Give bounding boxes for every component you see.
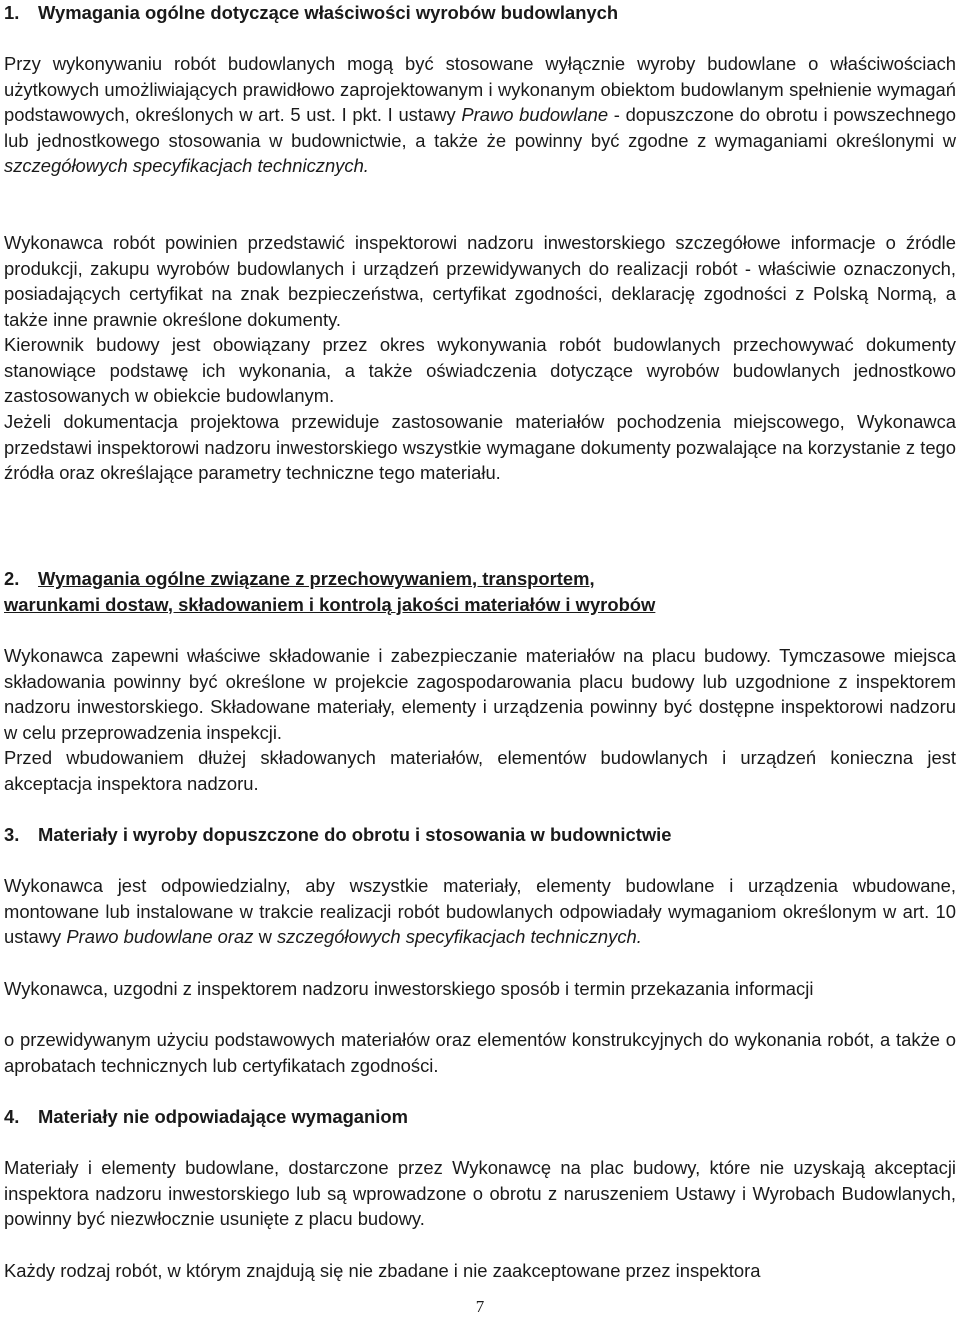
section-2-number: 2. bbox=[4, 568, 20, 589]
section-1-heading bbox=[4, 0, 956, 26]
section-3-p1-law-name: Prawo budowlane oraz bbox=[66, 926, 254, 948]
section-3-heading bbox=[4, 822, 956, 848]
section-1-p1-law-name: Prawo budowlane bbox=[461, 104, 609, 126]
section-3-p1-text-cont: w bbox=[253, 926, 277, 948]
section-2-paragraph-1: Wykonawca zapewni właściwe składowanie i zabezpieczanie materiałów na placu budowy. Tymczasowe miejsca składowania powinny być określone w projekcie zagospodarowania placu budowy lub uzgodnione z inspektorem nadzoru inwestorskiego. Składowane materiały, elementy i urządzenia powinny być dostępne inspektorowi nadzoru w celu przeprowadzenia inspekcji. bbox=[4, 645, 956, 743]
section-2-title-line-1: Wymagania ogólne związane z przechowywaniem, transportem, bbox=[38, 568, 595, 589]
section-4-heading bbox=[4, 1104, 956, 1130]
page-number: 7 bbox=[475, 1297, 485, 1316]
section-3-p1-text: Wykonawca jest odpowiedzialny, aby wszystkie materiały, elementy budowlane i urządzenia wbudowane, montowane lub instalowane w trakcie realizacji robót budowlanych odpowiadały wymaganiom określonym w art. 10 ustawy bbox=[4, 875, 956, 948]
section-3-paragraph-1 bbox=[4, 873, 956, 950]
section-4-paragraph-2: Każdy rodzaj robót, w którym znajdują się nie zbadane i nie zaakceptowane przez inspektora bbox=[4, 1260, 761, 1281]
section-3-paragraph-2-line-2: o przewidywanym użyciu podstawowych materiałów oraz elementów konstrukcyjnych do wykonania robót, a także o aprobatach technicznych lub certyfikatach zgodności. bbox=[4, 1029, 956, 1076]
section-2-title-line-2: warunkami dostaw, składowaniem i kontrolą jakości materiałów i wyrobów bbox=[4, 593, 656, 615]
section-1-p1-spec-name: szczegółowych specyfikacjach technicznych. bbox=[4, 155, 369, 177]
section-4-number: 4. bbox=[4, 1106, 20, 1127]
section-1-number: 1. bbox=[4, 2, 20, 23]
section-1-paragraph-4: Jeżeli dokumentacja projektowa przewiduje zastosowanie materiałów pochodzenia miejscowego, Wykonawca przedstawi inspektorowi nadzoru inwestorskiego wszystkie wymagane dokumenty pozwalające na korzystanie z tego źródła oraz określające parametry techniczne tego materiału. bbox=[4, 411, 956, 484]
section-3-title: Materiały i wyroby dopuszczone do obrotu i stosowania w budownictwie bbox=[38, 824, 672, 845]
section-1-paragraph-1 bbox=[4, 51, 956, 179]
section-1-p1-text-cont: - dopuszczone do obrotu i powszechnego lub jednostkowego stosowania w budownictwie, a także że powinny być zgodne z wymaganiami określonymi w bbox=[4, 104, 956, 151]
section-1-title: Wymagania ogólne dotyczące właściwości wyrobów budowlanych bbox=[38, 2, 619, 23]
section-3-paragraph-2-line-1: Wykonawca, uzgodni z inspektorem nadzoru inwestorskiego sposób i termin przekazania informacji bbox=[4, 978, 814, 999]
section-1-paragraph-3: Kierownik budowy jest obowiązany przez okres wykonywania robót budowlanych przechowywać dokumenty stanowiące podstawę ich wykonania, a także oświadczenia dotyczące wyrobów budowlanych jednostkowo zastosowanych w obiekcie budowlanym. bbox=[4, 334, 956, 407]
section-2-paragraph-2: Przed wbudowaniem dłużej składowanych materiałów, elementów budowlanych i urządzeń konieczna jest akceptacja inspektora nadzoru. bbox=[4, 747, 956, 794]
section-4-paragraph-1: Materiały i elementy budowlane, dostarczone przez Wykonawcę na plac budowy, które nie uzyskają akceptacji inspektora nadzoru inwestorskiego lub są wprowadzone o obrotu z naruszeniem Ustawy i Wyrobach Budowlanych, powinny być niezwłocznie usunięte z placu budowy. bbox=[4, 1157, 956, 1230]
section-1-paragraph-2: Wykonawca robót powinien przedstawić inspektorowi nadzoru inwestorskiego szczegółowe informacje o źródle produkcji, zakupu wyrobów budowlanych i urządzeń przewidywanych do realizacji robót - właściwie oznaczonych, posiadających certyfikat na znak bezpieczeństwa, certyfikat zgodności, deklarację zgodności z Polską Normą, a także inne prawnie określone dokumenty. bbox=[4, 232, 956, 330]
section-1-p1-text: Przy wykonywaniu robót budowlanych mogą być stosowane wyłącznie wyroby budowlane o właściwościach użytkowych umożliwiających prawidłowo zaprojektowanym i wykonanym obiektom budowlanym spełnienie wymagań podstawowych, określonych w art. 5 ust. I pkt. I ustawy bbox=[4, 53, 956, 126]
section-3-p1-spec-name: szczegółowych specyfikacjach technicznych. bbox=[276, 926, 642, 948]
section-2-heading bbox=[4, 566, 956, 617]
section-3-number: 3. bbox=[4, 824, 20, 845]
section-4-title: Materiały nie odpowiadające wymaganiom bbox=[38, 1106, 408, 1127]
